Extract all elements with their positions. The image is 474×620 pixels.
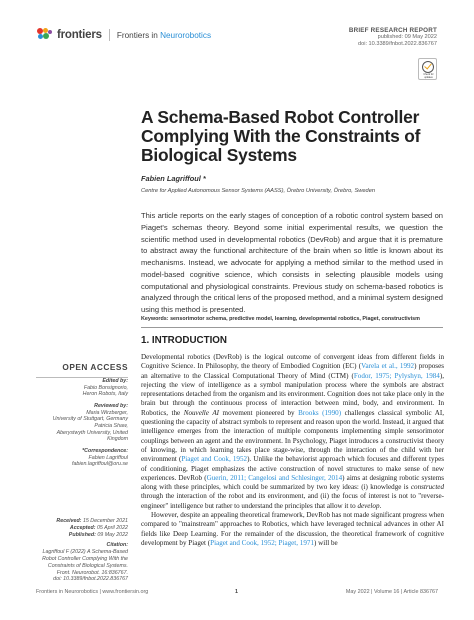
citation-link[interactable]: Varela et al., 1992 (361, 362, 415, 371)
emphasis: constructed (410, 483, 444, 492)
emphasis: Nouvelle AI (183, 408, 220, 417)
author-name[interactable]: Fabien Lagriffoul * (141, 174, 206, 183)
frontiers-logo-icon (37, 28, 53, 42)
footer-volume: May 2022 | Volume 16 | Article 836767 (345, 589, 438, 595)
article-doi[interactable]: doi: 10.3389/fnbot.2022.836767 (357, 41, 437, 48)
citation-link[interactable]: Fodor, 1975; Pylyshyn, 1984 (353, 371, 440, 380)
reviewer-affiliation: University of Stuttgart, Germany (52, 416, 128, 423)
citation-line: Front. Neurorobot. 16:836767. (56, 569, 128, 576)
correspondence-email[interactable]: fabien.lagriffoul@oru.se (71, 461, 128, 468)
text-run: ). Unlike the behaviorist approach which focuses and different types of conditioning, Piaget emphasizes the active construction of novel structures to make sense of new experiences. DevRob ( (141, 455, 444, 482)
published-label: Published: (68, 531, 96, 538)
abstract: This article reports on the early stages of conception of a robotic control system based on Piaget's schemas theory. Beyond some initial experimental results, we question the scientific method used in developmental robotics (DevRob) and argue that it is premature to abstract away the functional architecture of the brain when so little is known about its mechanisms. Instead, we advocate for applying a method similar to the method used in model-based cognitive science, which consists in selecting plausible models using computational and physiological constraints. Previous study on schema-based robotics is analyzed through the critical lens of the proposed method, and a minimal system designed using this method is presented. (141, 211, 443, 314)
received-label: Received: (56, 518, 82, 524)
emphasis: develop (357, 501, 380, 510)
citation-label: Citation: (106, 542, 128, 549)
citation-doi[interactable]: doi: 10.3389/fnbot.2022.836767 (53, 576, 128, 583)
text-run: ) will be (314, 538, 338, 547)
reviewed-by-label: Reviewed by: (94, 402, 128, 409)
check-updates-icon (422, 61, 434, 73)
page-number: 1 (235, 589, 238, 595)
journal-title (117, 31, 211, 40)
text-run: ), rejecting the view of intelligence as a symbol manipulation process where the symbols are abstract representations detached from the organism and its environment. Cognition does not take place only in the brain but through the continuous process of interaction between mind, body, and environment. In Robotics, the (141, 371, 444, 417)
text-run: through the interaction of the robot and its environment, and (ii) the focus of interest is not to "reverse-engineer" intelligence but rather to understand the principles that allow it to (141, 492, 444, 510)
keywords (141, 316, 420, 322)
text-run: However, despite an appealing theoretical framework, DevRob has not made significant progress when compared to "mainstream" approaches to Robotics, which have leveraged technical advances in other AI fields like Deep Learning. For the remainder of the discussion, the theoretical framework of cognitive development by Piaget ( (141, 511, 444, 547)
text-run: challenges classical symbolic AI, questioning the capacity of abstract symbols to represent and reason upon the world. Instead, it argued that intelligence emerges from the interaction of multiple components implementing simple sensorimotor couplings between an agent and the environment. In Psychology, Piaget introduces a constructivist theory of knowing, in which learning takes place stage-wise, through the interaction of the child with her environment ( (141, 408, 444, 464)
article-body (141, 353, 444, 548)
keywords-label: Keywords: (141, 316, 169, 322)
paragraph (141, 511, 444, 548)
published-date-side: 09 May 2022 (97, 531, 128, 538)
citation-link[interactable]: Piaget and Cook, 1952 (181, 455, 248, 464)
journal-name: Neurorobotics (160, 30, 212, 40)
citation-link[interactable]: Guerin, 2011; Cangelosi and Schlesinger, 2014 (206, 473, 343, 482)
divider (141, 327, 443, 328)
published-date: published: 09 May 2022 (377, 34, 437, 41)
reviewer-name[interactable]: Patricia Shaw, (94, 422, 128, 429)
open-access-label: OPEN ACCESS (36, 362, 128, 378)
article-type: BRIEF RESEARCH REPORT (348, 27, 437, 34)
text-run: movement pioneered by (219, 408, 299, 417)
received-date: 15 December 2021 (82, 518, 128, 524)
accepted-date: 05 April 2022 (96, 524, 128, 531)
check-updates-label: Check for updates (423, 73, 434, 79)
citation-link[interactable]: Piaget and Cook, 1952; Piaget, 1971 (210, 538, 314, 547)
author-affiliation: Centre for Applied Autonomous Sensor Systems (AASS), Örebro University, Örebro, Sweden (141, 188, 376, 194)
editor-affiliation: Heron Robots, Italy (82, 391, 128, 398)
text-run: Developmental robotics (DevRob) is the logical outcome of convergent ideas from different fields in Cognitive Science. In Philosophy, the theory of Embodied Cognition (EC) ( (141, 353, 444, 371)
brand-name: frontiers (57, 29, 102, 41)
reviewer-name[interactable]: Maria Wirzberger, (86, 409, 128, 416)
accepted-label: Accepted: (69, 524, 96, 531)
reviewer-affiliation: Aberystwyth University, United (56, 429, 128, 436)
text-run: ) proposes an alternative to the Classical Computational Theory of Mind (CTM) ( (141, 362, 444, 380)
section-heading: 1. INTRODUCTION (141, 335, 227, 346)
citation-line: Robot Controller Complying With the (42, 555, 128, 562)
article-dates (18, 518, 128, 583)
reviewer-affiliation: Kingdom (107, 436, 128, 443)
edited-by-label: Edited by: (102, 378, 128, 384)
journal-prefix: Frontiers in (116, 30, 158, 40)
correspondence-label: *Correspondence: (82, 447, 128, 454)
article-title: A Schema-Based Robot Controller Complying With the Constraints of Biological Systems (141, 107, 421, 165)
check-for-updates-badge[interactable] (418, 58, 437, 80)
frontiers-header-logo[interactable] (37, 28, 211, 42)
page-footer (36, 589, 438, 599)
citation-line: Constraints of Biological Systems. (47, 562, 128, 569)
footer-journal[interactable]: Frontiers in Neurorobotics | www.frontiersin.org (36, 589, 149, 595)
citation-line: Lagriffoul F (2022) A Schema-Based (42, 549, 128, 556)
correspondence-name: Fabien Lagriffoul (88, 454, 128, 461)
citation-link[interactable]: Brooks (1990) (298, 408, 342, 417)
editor-name[interactable]: Fabio Bonsignorio, (83, 384, 128, 391)
text-run: . (379, 501, 382, 510)
keywords-list: sensorimotor schema, predictive model, learning, developmental robotics, Piaget, constructivism (170, 316, 420, 322)
editorial-info (18, 378, 128, 468)
text-run: ) aims at designing robotic systems along with these principles, which could be summarized by two key ideas: (i) knowledge is (141, 473, 444, 492)
header-divider (109, 29, 110, 41)
paragraph (141, 353, 444, 511)
article-meta (349, 27, 437, 49)
